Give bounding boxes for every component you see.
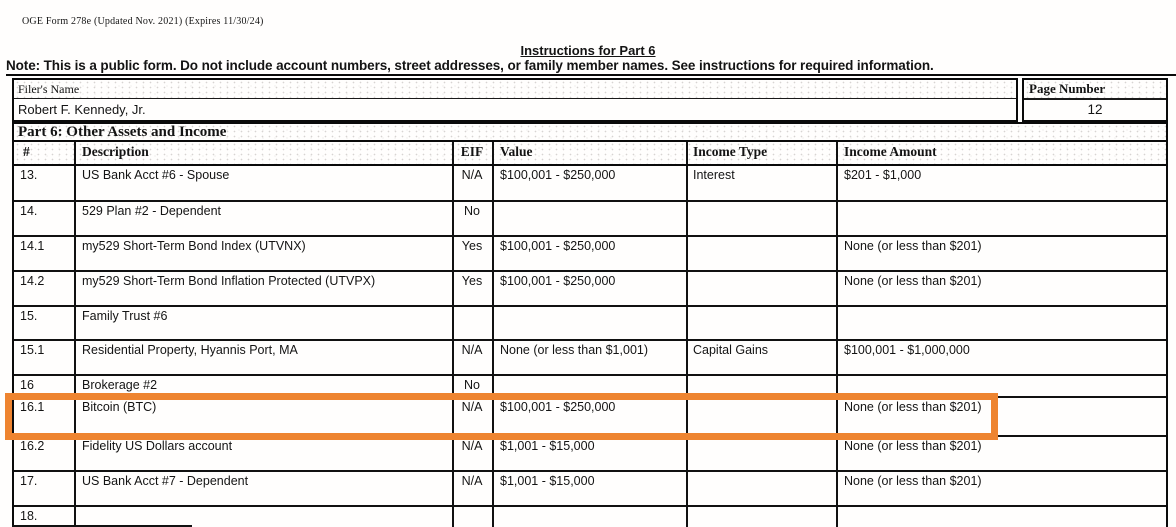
- table-row: [14, 166, 1166, 202]
- row-income-type: [688, 398, 838, 435]
- row-num: 16: [14, 376, 76, 396]
- row-num: 14.1: [14, 237, 76, 270]
- row-income-type: Capital Gains: [688, 341, 838, 374]
- row-income-amount: None (or less than $201): [844, 400, 982, 414]
- table-row: [14, 376, 1166, 398]
- row-description: US Bank Acct #6 - Spouse: [76, 166, 454, 200]
- row-eif: N/A: [454, 398, 494, 435]
- col-header-description: Description: [76, 142, 454, 164]
- row-num: 14.2: [14, 272, 76, 305]
- row-eif: N/A: [454, 166, 494, 200]
- row-eif: Yes: [454, 272, 494, 305]
- table-row: [14, 472, 1166, 507]
- part6-section-title: Part 6: Other Assets and Income: [12, 122, 1168, 140]
- page-number-label: Page Number: [1024, 80, 1166, 100]
- row-description: [76, 507, 454, 527]
- table-row: [14, 202, 1166, 237]
- row-income-amount: None (or less than $201): [844, 439, 982, 453]
- row-value: $1,001 - $15,000: [494, 472, 688, 505]
- row-value: [494, 507, 688, 527]
- form-id-line: OGE Form 278e (Updated Nov. 2021) (Expires 11/30/24): [22, 16, 264, 27]
- row-num: 14.: [14, 202, 76, 235]
- row-description: 529 Plan #2 - Dependent: [76, 202, 454, 235]
- page-number-value: 12: [1087, 102, 1103, 117]
- row-description: Bitcoin (BTC): [76, 398, 454, 435]
- table-row: [14, 272, 1166, 307]
- row-income-type: [688, 202, 838, 235]
- row-eif: [454, 507, 494, 527]
- row-description: my529 Short-Term Bond Index (UTVNX): [76, 237, 454, 270]
- row-value: None (or less than $1,001): [494, 341, 688, 374]
- row-income-type: [688, 272, 838, 305]
- col-header-value: Value: [494, 142, 688, 164]
- assets-income-table: [12, 140, 1168, 527]
- row-num: 15.: [14, 307, 76, 339]
- row-income-amount: None (or less than $201): [844, 239, 982, 253]
- row-income-type: [688, 237, 838, 270]
- public-form-note: Note: This is a public form. Do not include account numbers, street addresses, or family member names. See instructions for required information.: [6, 58, 1176, 76]
- col-header-num: #: [14, 142, 76, 164]
- row-description: Fidelity US Dollars account: [76, 437, 454, 470]
- table-row-highlighted: [14, 398, 1166, 437]
- row-eif: [454, 307, 494, 339]
- row-num: 16.1: [14, 398, 76, 435]
- row-income-amount: None (or less than $201): [844, 274, 982, 288]
- row-value: $100,001 - $250,000: [494, 166, 688, 200]
- row-eif: N/A: [454, 472, 494, 505]
- row-income-type: [688, 437, 838, 470]
- row-eif: No: [454, 202, 494, 235]
- row-eif: N/A: [454, 341, 494, 374]
- row-income-amount: $201 - $1,000: [844, 168, 922, 182]
- col-header-income-type: Income Type: [688, 142, 838, 164]
- table-row: [14, 307, 1166, 341]
- row-income-amount: None (or less than $201): [844, 474, 982, 488]
- row-eif: N/A: [454, 437, 494, 470]
- table-row: [14, 507, 1166, 527]
- row-description: US Bank Acct #7 - Dependent: [76, 472, 454, 505]
- row-income-type: [688, 376, 838, 396]
- row-num: 17.: [14, 472, 76, 505]
- instructions-title: Instructions for Part 6: [520, 43, 656, 58]
- filer-name-label: Filer's Name: [14, 80, 1016, 99]
- row-value: [494, 376, 688, 396]
- table-row: [14, 437, 1166, 472]
- row-income-type: [688, 507, 838, 527]
- row-value: $100,001 - $250,000: [494, 398, 688, 435]
- row-eif: Yes: [454, 237, 494, 270]
- table-row: [14, 237, 1166, 272]
- page-number-box: [1022, 78, 1168, 122]
- table-header-row: [14, 142, 1166, 166]
- row-value: $100,001 - $250,000: [494, 237, 688, 270]
- row-description: Residential Property, Hyannis Port, MA: [76, 341, 454, 374]
- row-income-amount: [838, 307, 1166, 339]
- row-num: 16.2: [14, 437, 76, 470]
- table-row: [14, 341, 1166, 376]
- row-num: 13.: [14, 166, 76, 200]
- row-description: Brokerage #2: [76, 376, 454, 396]
- row-value: $100,001 - $250,000: [494, 272, 688, 305]
- row-income-amount: [838, 376, 1166, 396]
- row-income-type: [688, 307, 838, 339]
- col-header-income-amount: Income Amount: [844, 144, 937, 159]
- row-eif: No: [454, 376, 494, 396]
- row-income-amount: $100,001 - $1,000,000: [844, 343, 970, 357]
- row-value: $1,001 - $15,000: [494, 437, 688, 470]
- row-value: [494, 202, 688, 235]
- filer-name-box: [12, 78, 1018, 122]
- row-num: 15.1: [14, 341, 76, 374]
- row-income-amount: [838, 202, 1166, 235]
- row-value: [494, 307, 688, 339]
- row-description: my529 Short-Term Bond Inflation Protected (UTVPX): [76, 272, 454, 305]
- row-income-type: Interest: [688, 166, 838, 200]
- row-income-amount: [838, 507, 1166, 527]
- filer-name-value: Robert F. Kennedy, Jr.: [18, 102, 146, 117]
- row-num: 18.: [14, 507, 76, 527]
- row-description: Family Trust #6: [76, 307, 454, 339]
- row-income-type: [688, 472, 838, 505]
- col-header-eif: EIF: [454, 142, 494, 164]
